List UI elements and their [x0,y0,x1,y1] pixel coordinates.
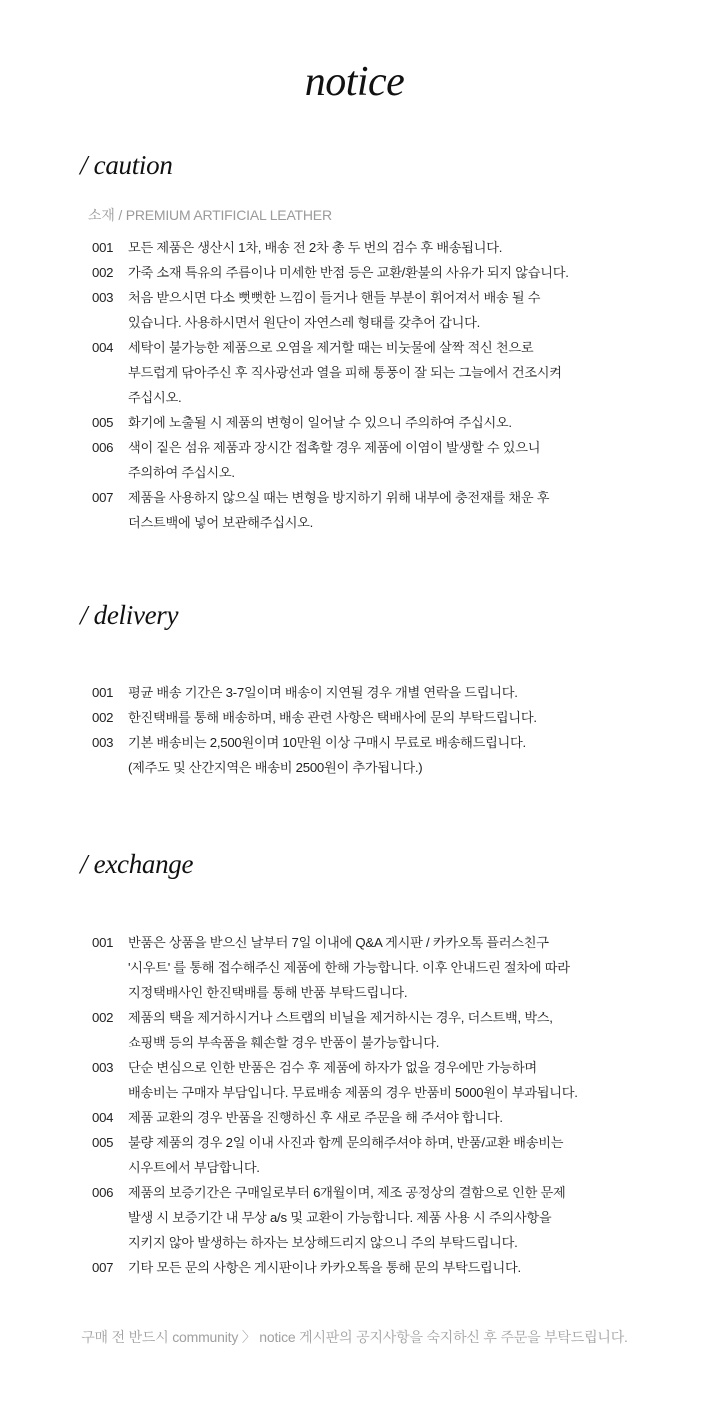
list-item [92,1255,578,1280]
item-text-line: 모든 제품은 생산시 1차, 배송 전 2차 총 두 번의 검수 후 배송됩니다. [128,240,503,255]
item-text-line: 있습니다. 사용하시면서 원단이 자연스레 형태를 갖추어 갑니다. [128,315,481,330]
item-number: 007 [92,490,114,505]
item-number: 004 [92,1110,114,1125]
item-text [128,1055,578,1105]
item-text [128,730,526,780]
item-number: 003 [92,1060,114,1075]
list-item [92,485,569,535]
list-item [92,435,569,485]
item-text-line: 처음 받으시면 다소 뻣뻣한 느낌이 들거나 핸들 부분이 휘어져서 배송 될 수 [128,290,541,305]
delivery-heading: / delivery [80,600,179,630]
item-text-line: 가죽 소재 특유의 주름이나 미세한 반점 등은 교환/환불의 사유가 되지 않습니다. [128,265,569,280]
exchange-list [92,930,578,1280]
item-text-line: 불량 제품의 경우 2일 이내 사진과 함께 문의해주셔야 하며, 반품/교환 배송비는 [128,1135,564,1150]
item-number: 005 [92,1135,114,1150]
list-item [92,335,569,410]
item-text-line: 기본 배송비는 2,500원이며 10만원 이상 구매시 무료로 배송해드립니다. [128,735,526,750]
item-text-line: 단순 변심으로 인한 반품은 검수 후 제품에 하자가 없을 경우에만 가능하며 [128,1060,537,1075]
page-title: notice [304,59,405,105]
footer-notice: 구매 전 반드시 community 〉 notice 게시판의 공지사항을 숙지하신 후 주문을 부탁드립니다. [81,1329,628,1345]
list-item [92,1055,578,1105]
item-text-line: '시우트' 를 통해 접수해주신 제품에 한해 가능합니다. 이후 안내드린 절차에 따라 [128,960,570,975]
item-text-line: 주의하여 주십시오. [128,465,235,480]
item-text [128,1105,503,1130]
item-text [128,1130,563,1180]
item-number: 006 [92,1185,114,1200]
item-text-line: 세탁이 불가능한 제품으로 오염을 제거할 때는 비눗물에 살짝 적신 천으로 [128,340,534,355]
list-item [92,410,569,435]
item-number: 001 [92,685,114,700]
item-text [128,410,512,435]
item-text-line: 시우트에서 부담합니다. [128,1160,260,1175]
list-item [92,1005,578,1055]
item-text [128,485,549,535]
item-text-line: 색이 짙은 섬유 제품과 장시간 접촉할 경우 제품에 이염이 발생할 수 있으니 [128,440,541,455]
item-text-line: 쇼핑백 등의 부속품을 훼손할 경우 반품이 불가능합니다. [128,1035,440,1050]
exchange-heading: / exchange [80,849,194,879]
item-number: 001 [92,935,114,950]
list-item [92,680,537,705]
item-text-line: 한진택배를 통해 배송하며, 배송 관련 사항은 택배사에 문의 부탁드립니다. [128,710,537,725]
item-text-line: 평균 배송 기간은 3-7일이며 배송이 지연될 경우 개별 연락을 드립니다. [128,685,518,700]
item-text [128,1180,565,1255]
item-text [128,680,518,705]
item-text-line: 제품을 사용하지 않으실 때는 변형을 방지하기 위해 내부에 충전재를 채운 후 [128,490,550,505]
item-text-line: 배송비는 구매자 부담입니다. 무료배송 제품의 경우 반품비 5000원이 부과됩니다. [128,1085,578,1100]
item-text-line: 부드럽게 닦아주신 후 직사광선과 열을 피해 통풍이 잘 되는 그늘에서 건조시켜 [128,365,562,380]
item-text-line: 지키지 않아 발생하는 하자는 보상해드리지 않으니 주의 부탁드립니다. [128,1235,518,1250]
list-item [92,1130,578,1180]
item-number: 002 [92,710,114,725]
item-number: 003 [92,735,114,750]
item-number: 006 [92,440,114,455]
list-item [92,930,578,1005]
item-text [128,705,537,730]
item-text-line: 화기에 노출될 시 제품의 변형이 일어날 수 있으니 주의하여 주십시오. [128,415,512,430]
item-text [128,235,502,260]
list-item [92,1105,578,1130]
list-item [92,705,537,730]
list-item [92,235,569,260]
delivery-list [92,680,537,780]
item-number: 002 [92,1010,114,1025]
item-text [128,435,540,485]
list-item [92,260,569,285]
item-number: 003 [92,290,114,305]
item-text-line: 더스트백에 넣어 보관해주십시오. [128,515,314,530]
item-text-line: (제주도 및 산간지역은 배송비 2500원이 추가됩니다.) [128,760,423,775]
item-text-line: 기타 모든 문의 사항은 게시판이나 카카오톡을 통해 문의 부탁드립니다. [128,1260,521,1275]
caution-heading: / caution [80,150,173,180]
item-text-line: 제품의 택을 제거하시거나 스트랩의 비닐을 제거하시는 경우, 더스트백, 박스, [128,1010,553,1025]
item-number: 007 [92,1260,114,1275]
item-number: 001 [92,240,114,255]
item-number: 004 [92,340,114,355]
item-text-line: 제품의 보증기간은 구매일로부터 6개월이며, 제조 공정상의 결함으로 인한 문제 [128,1185,566,1200]
item-text-line: 반품은 상품을 받으신 날부터 7일 이내에 Q&A 게시판 / 카카오톡 플러스친구 [128,935,549,950]
list-item [92,285,569,335]
item-text [128,260,569,285]
item-text-line: 발생 시 보증기간 내 무상 a/s 및 교환이 가능합니다. 제품 사용 시 주의사항을 [128,1210,552,1225]
item-text [128,335,562,410]
item-text-line: 제품 교환의 경우 반품을 진행하신 후 새로 주문을 해 주셔야 합니다. [128,1110,503,1125]
item-text [128,1255,521,1280]
item-number: 002 [92,265,114,280]
item-text [128,930,570,1005]
item-text-line: 지정택배사인 한진택배를 통해 반품 부탁드립니다. [128,985,408,1000]
item-text [128,1005,553,1055]
list-item [92,730,537,780]
item-text [128,285,540,335]
caution-list [92,235,569,535]
list-item [92,1180,578,1255]
caution-subtitle: 소재 / PREMIUM ARTIFICIAL LEATHER [88,207,332,223]
item-number: 005 [92,415,114,430]
item-text-line: 주십시오. [128,390,182,405]
